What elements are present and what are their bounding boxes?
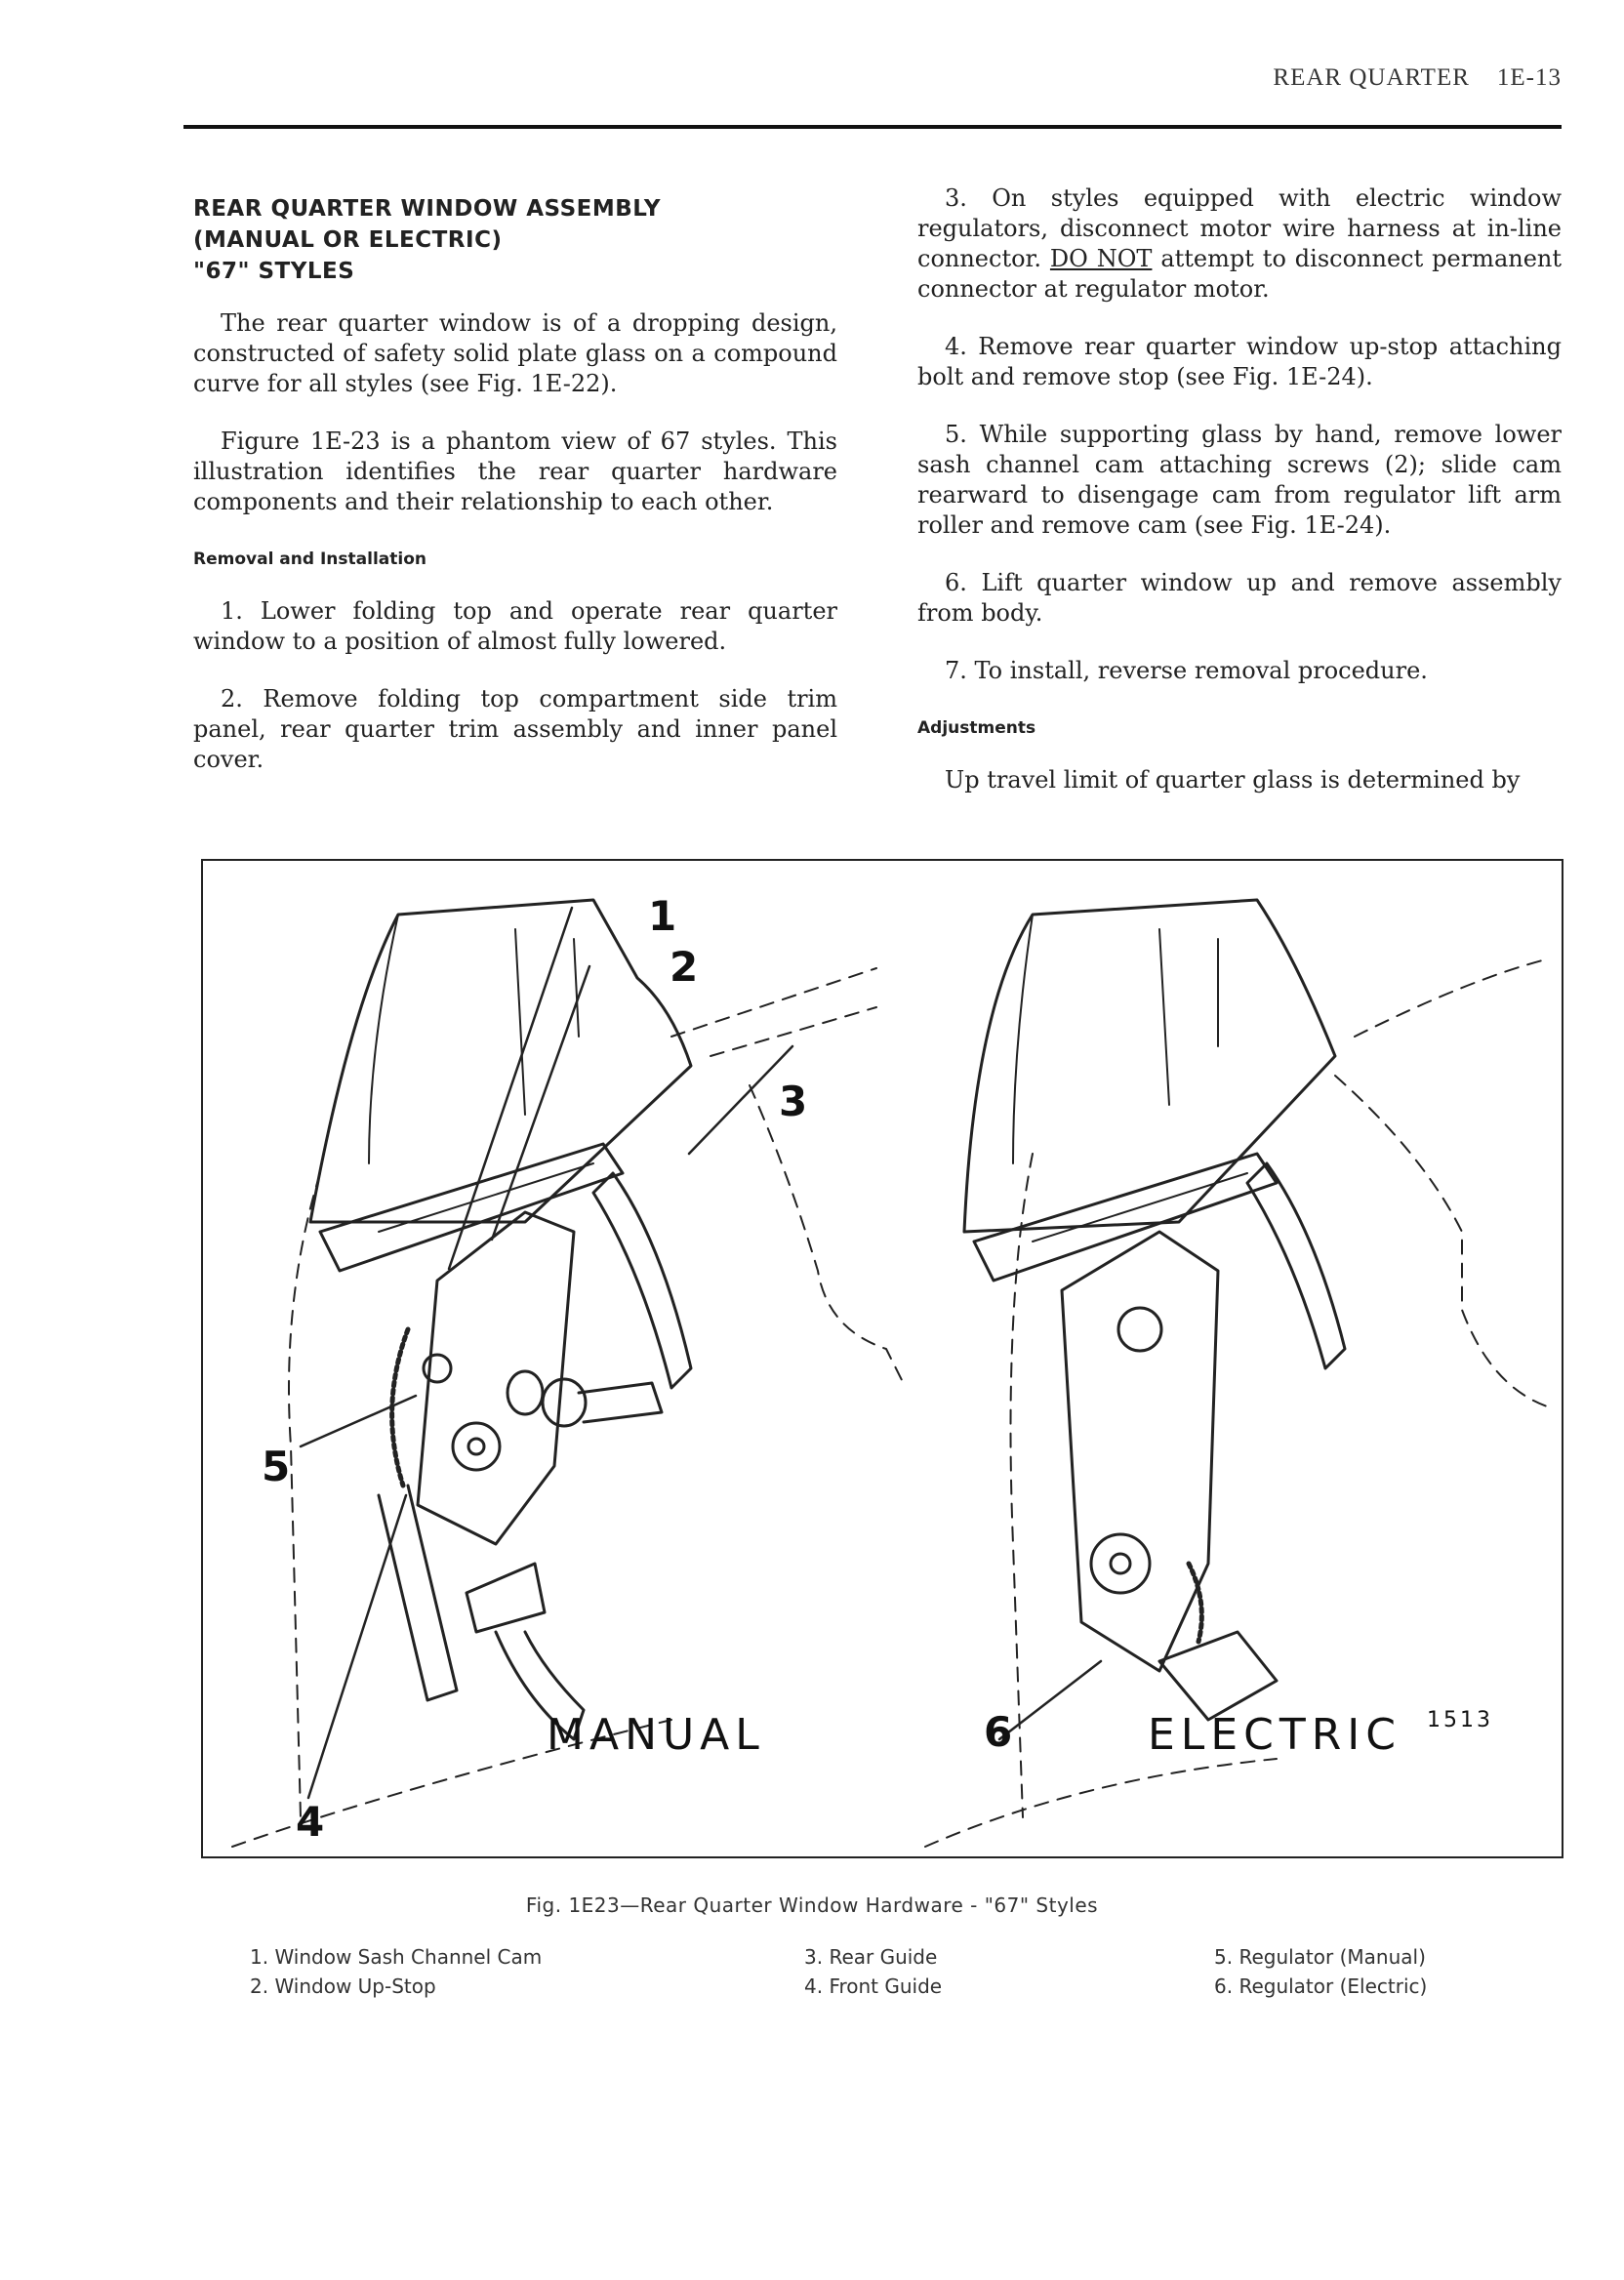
figure-caption: Fig. 1E23—Rear Quarter Window Hardware - "67" Styles bbox=[525, 1893, 1099, 1917]
legend-item-2: 2. Window Up-Stop bbox=[250, 1975, 436, 1998]
left-column bbox=[193, 193, 837, 802]
intro-paragraph: The rear quarter window is of a dropping design, constructed of safety solid plate glass on a compound curve for all styles (see Fig. 1E-22). bbox=[193, 309, 837, 397]
manual-label: MANUAL bbox=[547, 1710, 765, 1760]
heading-line-1: REAR QUARTER WINDOW ASSEMBLY bbox=[193, 196, 662, 222]
step-1: 1. Lower folding top and operate rear quarter window to a position of almost fully lowered. bbox=[193, 597, 837, 655]
right-column bbox=[917, 183, 1562, 823]
header-rule bbox=[183, 125, 1562, 129]
legend-column-2 bbox=[804, 1942, 942, 2001]
phantom-view-paragraph: Figure 1E-23 is a phantom view of 67 styles. This illustration identifies the rear quarter hardware components and their relationship to each other. bbox=[193, 428, 837, 515]
step-3 bbox=[917, 183, 1562, 305]
callout-2: 2 bbox=[670, 943, 699, 991]
step-7: 7. To install, reverse removal procedure. bbox=[945, 657, 1428, 684]
removal-subheading: Removal and Installation bbox=[193, 550, 426, 569]
electric-label: ELECTRIC bbox=[1148, 1710, 1401, 1760]
figure-illustration bbox=[203, 861, 1562, 1856]
section-heading bbox=[193, 193, 837, 287]
legend-item-1: 1. Window Sash Channel Cam bbox=[250, 1945, 543, 1969]
do-not-emphasis: DO NOT bbox=[1049, 245, 1153, 272]
legend-item-4: 4. Front Guide bbox=[804, 1975, 943, 1998]
step-6: 6. Lift quarter window up and remove assembly from body. bbox=[917, 569, 1562, 627]
legend-column-1 bbox=[250, 1942, 542, 2001]
callout-3: 3 bbox=[779, 1078, 808, 1125]
step-5: 5. While supporting glass by hand, remove lower sash channel cam attaching screws (2); slide cam rearward to disengage cam from regulator lift arm roller and remove cam (see Fig. 1E-24). bbox=[917, 421, 1562, 539]
legend-item-5: 5. Regulator (Manual) bbox=[1214, 1945, 1426, 1969]
legend-item-6: 6. Regulator (Electric) bbox=[1214, 1975, 1428, 1998]
adjustments-paragraph: Up travel limit of quarter glass is determined by bbox=[945, 766, 1521, 794]
heading-line-2: (MANUAL OR ELECTRIC) bbox=[193, 227, 503, 253]
step-3-text-b: attempt to disconnect permanent connector at regulator motor. bbox=[917, 245, 1563, 303]
step-2: 2. Remove folding top compartment side trim panel, rear quarter trim assembly and inner panel cover. bbox=[193, 685, 837, 773]
heading-line-3: "67" STYLES bbox=[193, 259, 355, 284]
hardware-figure bbox=[201, 859, 1563, 1858]
running-header bbox=[1152, 64, 1562, 92]
callout-4: 4 bbox=[296, 1798, 325, 1846]
legend-column-3 bbox=[1214, 1942, 1427, 2001]
figure-number: 1513 bbox=[1427, 1708, 1493, 1732]
callout-5: 5 bbox=[262, 1443, 291, 1490]
callout-6: 6 bbox=[984, 1708, 1013, 1756]
step-4: 4. Remove rear quarter window up-stop attaching bolt and remove stop (see Fig. 1E-24). bbox=[917, 333, 1562, 390]
page-number: 1E-13 bbox=[1496, 64, 1562, 91]
step-3-text-a: 3. On styles equipped with electric window regulators, disconnect motor wire harness at in-line connector. bbox=[917, 184, 1562, 272]
adjustments-subheading: Adjustments bbox=[917, 718, 1036, 738]
callout-1: 1 bbox=[648, 892, 677, 940]
section-title: REAR QUARTER bbox=[1273, 64, 1470, 91]
legend-item-3: 3. Rear Guide bbox=[804, 1945, 938, 1969]
